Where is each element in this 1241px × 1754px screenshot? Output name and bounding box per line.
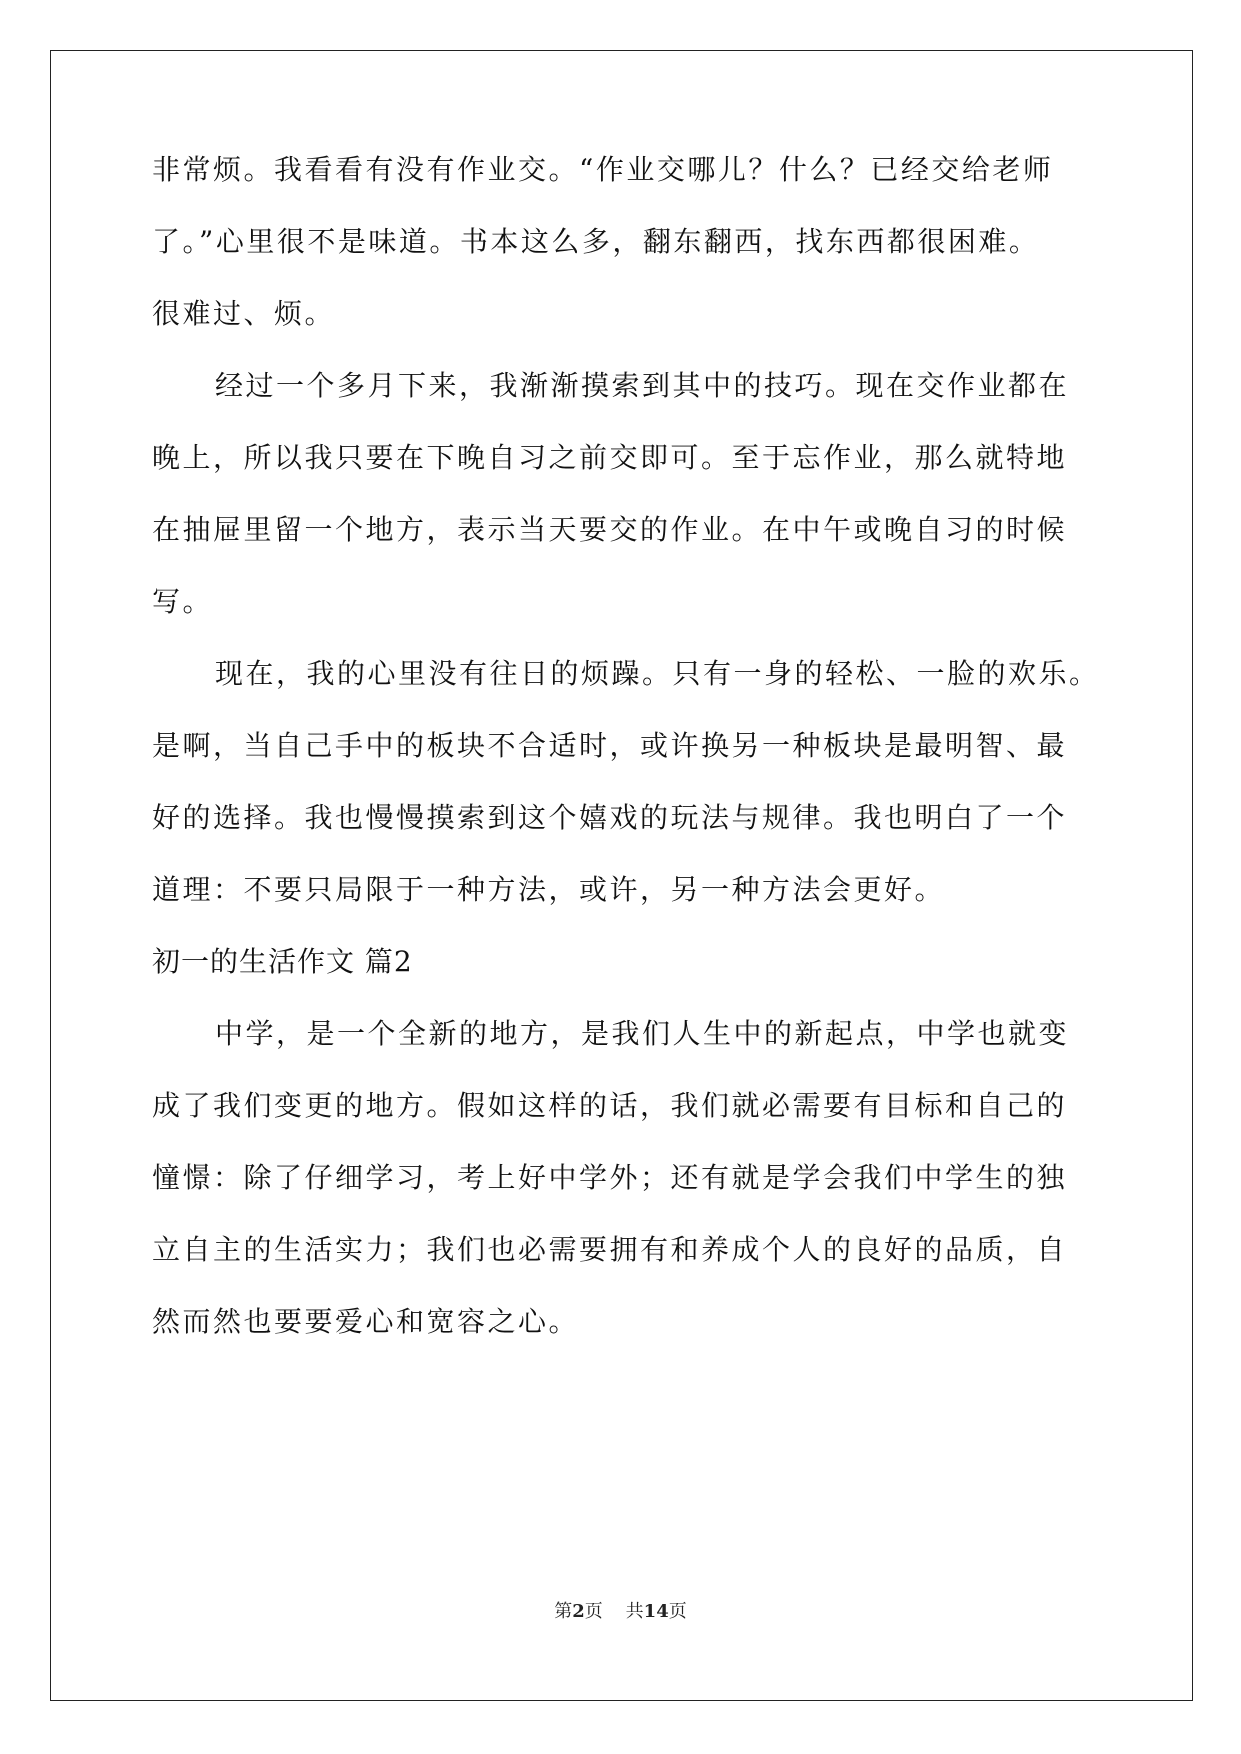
text-line: 很难过、烦。 bbox=[152, 297, 336, 330]
paragraph-start-line: 中学，是一个全新的地方，是我们人生中的新起点，中学也就变 bbox=[215, 1017, 1070, 1050]
text-line: 了。”心里很不是味道。书本这么多，翻东翻西，找东西都很困难。 bbox=[152, 225, 1040, 258]
footer-prefix: 第 bbox=[554, 1601, 573, 1622]
text-line: 道理：不要只局限于一种方法，或许，另一种方法会更好。 bbox=[152, 873, 946, 906]
text-line: 好的选择。我也慢慢摸索到这个嬉戏的玩法与规律。我也明白了一个 bbox=[152, 801, 1068, 834]
footer-total-prefix: 共 bbox=[625, 1601, 644, 1622]
text-line: 成了我们变更的地方。假如这样的话，我们就必需要有目标和自己的 bbox=[152, 1089, 1068, 1122]
paragraph-start-line: 经过一个多月下来，我渐渐摸索到其中的技巧。现在交作业都在 bbox=[215, 369, 1070, 402]
footer-page-suffix: 页 bbox=[584, 1601, 603, 1622]
text-line: 立自主的生活实力；我们也必需要拥有和养成个人的良好的品质，自 bbox=[152, 1233, 1068, 1266]
page-footer bbox=[0, 1600, 1241, 1624]
text-line: 憧憬：除了仔细学习，考上好中学外；还有就是学会我们中学生的独 bbox=[152, 1161, 1068, 1194]
section-heading: 初一的生活作文 篇2 bbox=[152, 945, 413, 978]
paragraph-start-line: 现在，我的心里没有往日的烦躁。只有一身的轻松、一脸的欢乐。 bbox=[215, 657, 1100, 690]
text-line: 写。 bbox=[152, 585, 214, 618]
text-line: 是啊，当自己手中的板块不合适时，或许换另一种板块是最明智、最 bbox=[152, 729, 1068, 762]
footer-total-suffix: 页 bbox=[668, 1601, 687, 1622]
text-line: 然而然也要要爱心和宽容之心。 bbox=[152, 1305, 580, 1338]
text-line: 非常烦。我看看有没有作业交。“作业交哪儿？什么？已经交给老师 bbox=[152, 153, 1054, 186]
text-line: 晚上，所以我只要在下晚自习之前交即可。至于忘作业，那么就特地 bbox=[152, 441, 1068, 474]
text-line: 在抽屉里留一个地方，表示当天要交的作业。在中午或晚自习的时候 bbox=[152, 513, 1068, 546]
current-page-number: 2 bbox=[572, 1601, 585, 1622]
total-page-count: 14 bbox=[643, 1601, 669, 1622]
